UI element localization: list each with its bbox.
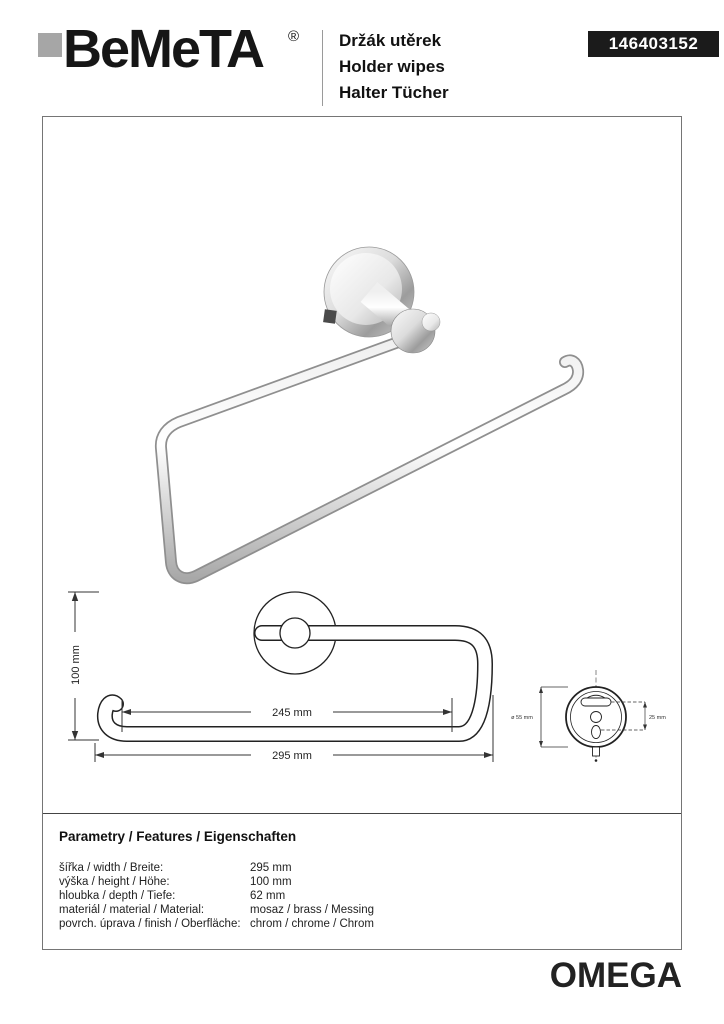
arrow-down-icon <box>72 731 78 740</box>
registered-trademark-icon: ® <box>288 28 300 45</box>
product-names <box>339 28 449 106</box>
dim-diameter <box>541 687 568 747</box>
param-row-width <box>59 861 619 875</box>
param-label: hloubka / depth / Tiefe: <box>59 890 176 902</box>
param-value: 295 mm <box>250 862 292 874</box>
logo-square-icon <box>38 33 62 57</box>
param-value: 62 mm <box>250 890 286 902</box>
hole-spacing-dimension-label: 25 mm <box>649 715 666 721</box>
plate-back-view <box>566 687 626 762</box>
param-label: výška / height / Höhe: <box>59 876 170 888</box>
parameters-divider <box>43 813 681 814</box>
arrow-up-icon <box>643 702 647 708</box>
arrow-up-icon <box>539 687 543 693</box>
diameter-dimension-label: ø 55 mm <box>511 715 533 721</box>
param-label: šířka / width / Breite: <box>59 862 164 874</box>
arrow-down-icon <box>539 741 543 747</box>
product-name-german: Halter Tücher <box>339 83 449 102</box>
header-divider <box>322 30 323 106</box>
param-label: materiál / material / Material: <box>59 904 205 916</box>
product-name-czech: Držák utěrek <box>339 31 442 50</box>
arrow-up-icon <box>72 592 78 601</box>
param-value: 100 mm <box>250 876 292 888</box>
arrow-right-icon <box>443 709 452 715</box>
product-code-badge <box>588 31 719 57</box>
side-view-drawing <box>505 655 685 775</box>
param-label: povrch. úprava / finish / Oberfläche: <box>59 918 241 930</box>
product-name-english: Holder wipes <box>339 57 445 76</box>
param-value: chrom / chrome / Chrom <box>250 918 374 930</box>
post-cap <box>391 309 440 353</box>
arrow-right-icon <box>484 752 493 758</box>
param-row-material <box>59 903 619 917</box>
arrow-down-icon <box>643 725 647 731</box>
param-row-finish <box>59 917 619 931</box>
height-dimension-label: 100 mm <box>70 645 82 685</box>
post-outline <box>280 618 310 648</box>
front-view-drawing <box>55 580 545 780</box>
param-row-depth <box>59 889 619 903</box>
parameters-title: Parametry / Features / Eigenschaften <box>59 829 297 844</box>
param-row-height <box>59 875 619 889</box>
wire-arm <box>161 336 578 578</box>
series-name: OMEGA <box>549 956 682 995</box>
product-photo <box>95 150 655 590</box>
product-code: 146403152 <box>608 34 699 53</box>
bemeta-logo: BeMeTA <box>63 19 264 79</box>
total-width-dimension-label: 295 mm <box>272 750 312 762</box>
inner-width-dimension-label: 245 mm <box>272 707 312 719</box>
param-value: mosaz / brass / Messing <box>250 904 374 916</box>
arrow-left-icon <box>95 752 104 758</box>
arrow-left-icon <box>122 709 131 715</box>
